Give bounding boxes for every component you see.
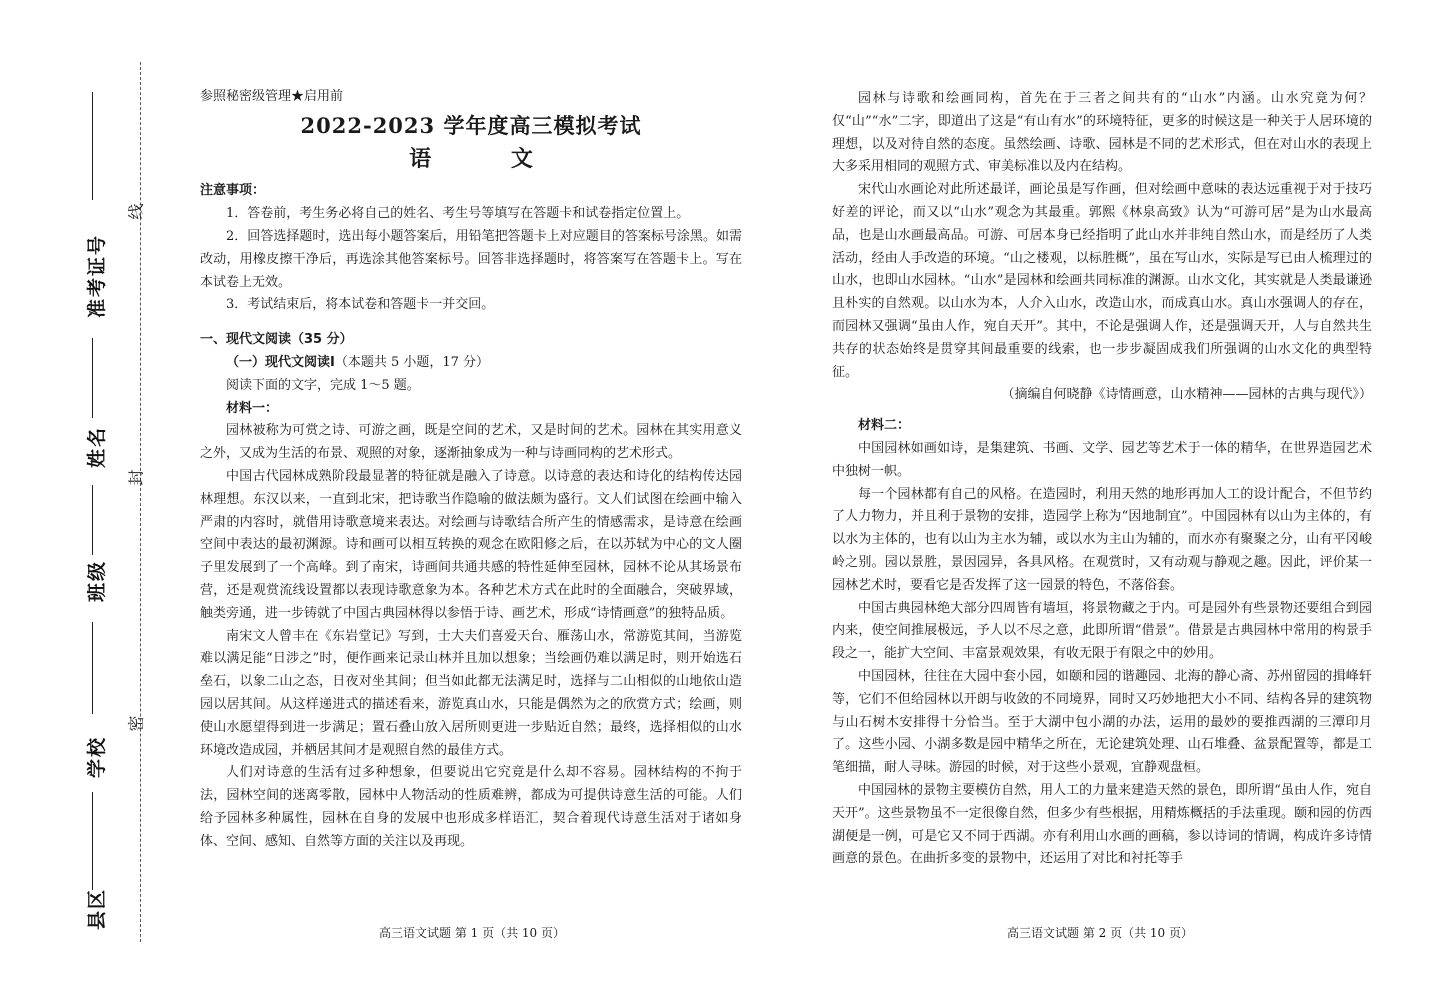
paragraph: 中国园林如画如诗，是集建筑、书画、文学、园艺等艺术于一体的精华，在世界造园艺术中独树一帜。 <box>832 440 1372 479</box>
source-citation: （摘编自何晓静《诗情画意，山水精神——园林的古典与现代》） <box>1001 387 1372 403</box>
field-district: 县区 <box>86 887 108 930</box>
subject-title: 语 文 <box>409 145 569 172</box>
field-school: 学校 <box>86 735 108 778</box>
paragraph: 每一个园林都有自己的风格。在造园时，利用天然的地形再加人工的设计配合，不但节约了人力物力，并且利于景物的安排，造园学上称为“因地制宜”。中国园林有以山为主体的，有以水为主体的，也有以山为主水为辅，或以水为主山为辅的，而水亦有聚聚之分，山有平冈峻岭之别。园以景胜，景因园异，各具风格。在观赏时，又有动观与静观之趣。因此，评价某一园林艺术时，要看它是否发挥了这一园景的特色，不落俗套。 <box>832 486 1372 593</box>
field-line-name <box>92 338 93 418</box>
sub-heading-bold: （一）现代文阅读Ⅰ <box>226 354 335 370</box>
field-line-exam-number <box>92 92 93 200</box>
field-line-class <box>92 485 93 555</box>
paragraph: 园林被称为可赏之诗、可游之画，既是空间的艺术，又是时间的艺术。园林在其实用意义之外，又成为生活的布景、观照的对象，逐渐抽象成为一种与诗画同构的艺术形式。 <box>200 423 742 462</box>
page-2-footer: 高三语文试题 第 2 页（共 10 页） <box>1007 926 1193 940</box>
paragraph: 园林与诗歌和绘画同构，首先在于三者之间共有的“山水”内涵。山水究竟为何？仅“山”“水”二字，即道出了这是“有山有水”的环境特征，更多的时候这是一种关于人居环境的理想，以及对待自然的态度。虽然绘画、诗歌、园林是不同的艺术形式，但在对山水的表现上大多采用相同的观照方式、审美标准以及内在结构。 <box>832 91 1372 175</box>
field-exam-number: 准考证号 <box>86 233 108 318</box>
field-line-school <box>92 622 93 714</box>
section-heading: 一、现代文阅读（35 分） <box>200 332 353 348</box>
sub-heading-detail: （本题共 5 小题，17 分） <box>334 354 490 370</box>
field-line-district <box>92 792 93 890</box>
paragraph: 人们对诗意的生活有过多种想象，但要说出它究竟是什么却不容易。园林结构的不拘于法，园林空间的迷离零散，园林中人物活动的性质难辨，都成为可提供诗意生活的可能。人们给予园林多种属性，园林在自身的发展中也形成多样语汇，契合着现代诗意生活对于诸如身体、空间、感知、自然等方面的关注以及再现。 <box>200 765 742 849</box>
material-1-label: 材料一： <box>226 400 279 416</box>
paragraph: 中国园林的景物主要模仿自然，用人工的力量来建造天然的景色，即所谓“虽由人作，宛自天开”。这些景物虽不一定很像自然，但多少有些根据，用精炼概括的手法重现。颐和园的仿西湖便是一例，可是它又不同于西湖。亦有利用山水画的画稿，参以诗词的情调，构成许多诗情画意的景色。在曲折多变的景物中，还运用了对比和衬托等手 <box>832 782 1372 867</box>
note-item: 3．考试结束后，将本试卷和答题卡一并交回。 <box>226 297 495 313</box>
field-class: 班级 <box>86 559 108 602</box>
page-1-footer: 高三语文试题 第 1 页（共 10 页） <box>379 926 565 940</box>
sub-heading <box>200 352 742 375</box>
instruction: 阅读下面的文字，完成 1～5 题。 <box>226 377 420 393</box>
page-2 <box>832 88 1372 871</box>
note-item: 2．回答选择题时，选出每小题答案后，用铅笔把答题卡上对应题目的答案标号涂黑。如需改动，用橡皮擦干净后，再选涂其他答案标号。回答非选择题时，将答案写在答题卡上。写在本试卷上无效。 <box>200 228 742 290</box>
mark-secret: 密 <box>126 715 146 732</box>
mark-seal: 封 <box>126 469 146 486</box>
field-name: 姓名 <box>86 425 108 468</box>
exam-title: 2022-2023 学年度高三模拟考试 <box>300 112 642 138</box>
paragraph: 中国古典园林绝大部分四周皆有墙垣，将景物藏之于内。可是园外有些景物还要组合到园内来，使空间推展极远，予人以不尽之意，此即所谓“借景”。借景是古典园林中常用的构景手段之一，能扩大空间、丰富景观效果，有收无限于有限之中的妙用。 <box>832 600 1372 662</box>
notes-heading: 注意事项： <box>200 183 266 199</box>
paragraph: 南宋文人曾丰在《东岩堂记》写到，士大夫们喜爱天台、雁荡山水，常游览其间，当游览难以满足能“日涉之”时，便作画来记录山林并且加以想象；当绘画仍难以满足时，则开始选石垒石，以象二山之态，日夜对坐其间；但当如此都无法满足时，选择与二山相似的山地依山造园以居其间。从这样递进式的描述看来，游览真山水，只能是偶然为之的欣赏方式；绘画，则使山水愿望得到进一步满足；置石叠山放入居所则更进一步贴近自然；最终，选择相似的山水环境改造成园，并栖居其间才是观照自然的最佳方式。 <box>200 628 742 758</box>
material-2-label: 材料二： <box>858 418 911 434</box>
seal-line <box>140 62 141 942</box>
page-1 <box>200 86 742 854</box>
secret-note: 参照秘密级管理★启用前 <box>200 89 344 104</box>
paragraph: 中国古代园林成熟阶段最显著的特征就是融入了诗意。以诗意的表达和诗化的结构传达园林理想。东汉以来，一直到北宋，把诗歌当作隐喻的做法颇为盛行。文人们试图在绘画中输入严肃的内容时，就借用诗歌意境来表达。对绘画与诗歌结合所产生的情感需求，是诗意在绘画空间中表达的最初渊源。诗和画可以相互转换的观念在欧阳修之后，在以苏轼为中心的文人圈子里发展到了一个高峰。到了南宋，诗画间共通共感的特性延伸至园林，园林不论从其场景布营，还是观赏流线设置都以表现诗歌意象为本。各种艺术方式在此时的全面融合，突破界域，触类旁通，进一步铸就了中国古典园林得以参悟于诗、画艺术，形成“诗情画意”的独特品质。 <box>200 468 742 621</box>
binding-margin <box>0 0 150 1002</box>
paragraph: 宋代山水画论对此所述最详，画论虽是写作画，但对绘画中意味的表达远重视于对于技巧好差的评论，而又以“山水”观念为其最重。郭熙《林泉高致》认为“可游可居”是为山水最高品，也是山水画最高品。可游、可居本身已经指明了此山水并非纯自然山水，而是经历了人类活动，经由人手改造的环境。“山之楼观，以标胜概”，虽在写山水，实际是写已由人梳理过的山水，也即山水园林。“山水”是园林和绘画共同标准的渊源。山水文化，其实就是人类最谦逊且朴实的自然观。以山水为本，人介入山水，改造山水，而成真山水。真山水强调人的存在，而园林又强调“虽由人作，宛自天开”。其中，不论是强调人作，还是强调天开，人与自然共生共存的状态始终是贯穿其间最重要的线索，也一步步凝固成我们所强调的山水文化的典型特征。 <box>832 182 1372 380</box>
mark-line: 线 <box>126 203 146 220</box>
paragraph: 中国园林，往往在大园中套小园，如颐和园的谐趣园、北海的静心斋、苏州留园的揖峰轩等，它们不但给园林以开朗与收敛的不同境界，同时又巧妙地把大小不同、结构各异的建筑物与山石树木安排得十分恰当。至于大湖中包小湖的办法，运用的最妙的要推西湖的三潭印月了。这些小园、小湖多数是园中精华之所在，无论建筑处理、山石堆叠、盆景配置等，都是工笔细描，耐人寻味。游园的时候，对于这些小景观，宜静观盘桓。 <box>832 668 1372 776</box>
note-item: 1．答卷前，考生务必将自己的姓名、考生号等填写在答题卡和试卷指定位置上。 <box>226 206 690 222</box>
